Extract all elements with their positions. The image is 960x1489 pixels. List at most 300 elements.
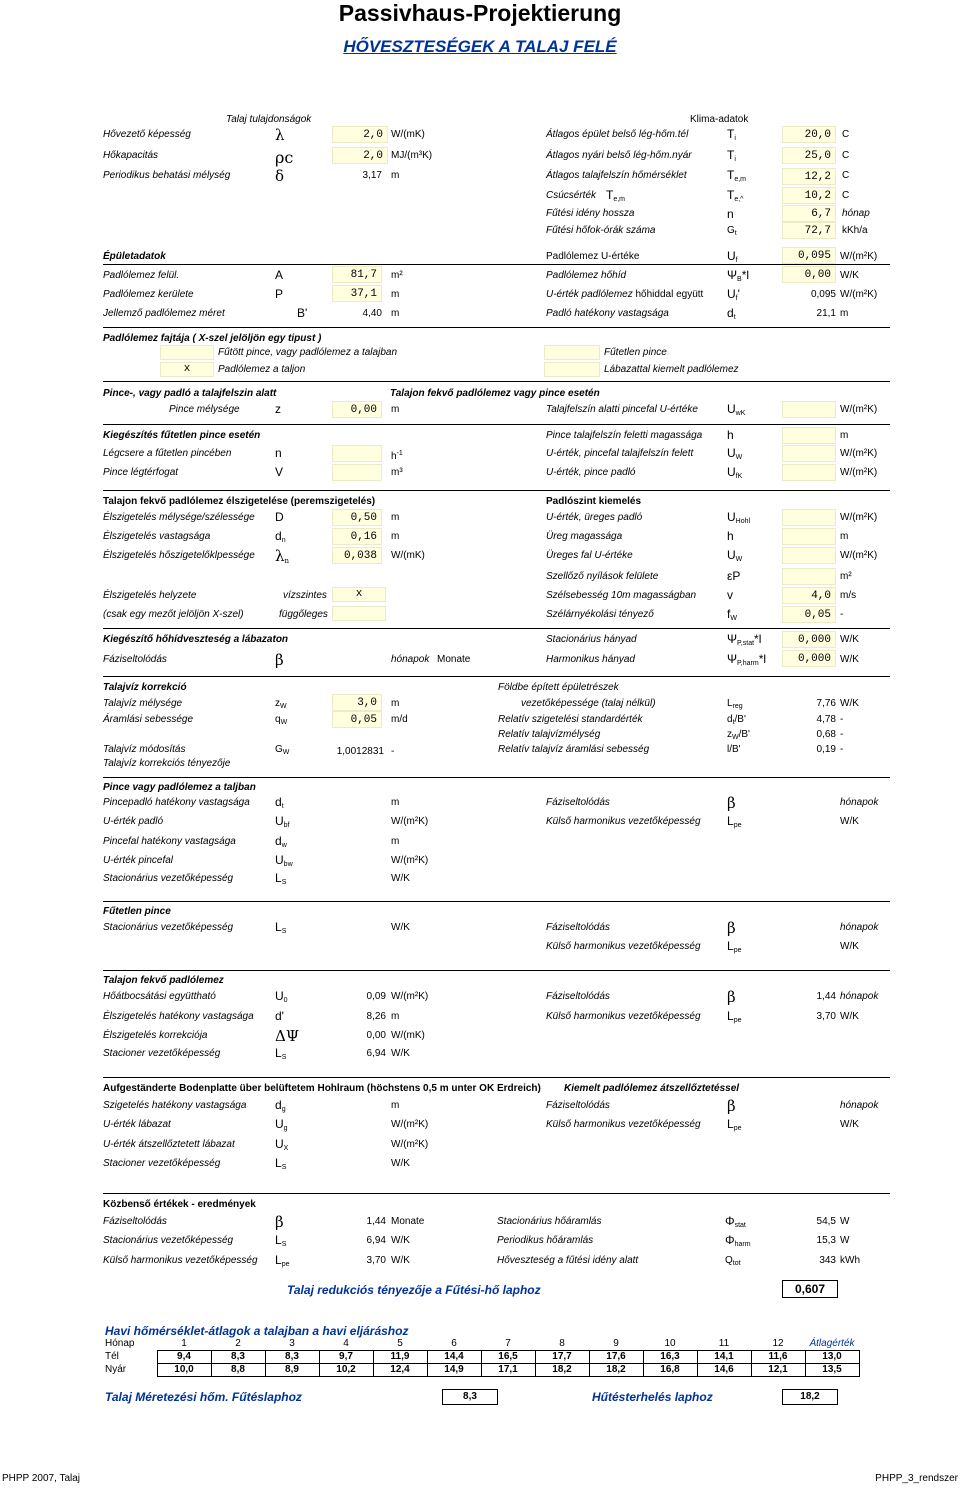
groundwater-corr-label2: Talajvíz korrekciós tényezője	[103, 758, 231, 769]
results-lpe-unit: W/K	[391, 1255, 410, 1266]
building-perimeter-input[interactable]: 37,1	[332, 285, 382, 302]
building-label-uvalue-bridge: U-érték padlólemez hőhiddal együtt	[546, 289, 704, 300]
cellar-wall-thickness-symbol: $d_w$	[275, 834, 287, 849]
basement-wall-input[interactable]	[782, 401, 836, 418]
page-title: Passivhaus-Projektierung	[338, 0, 622, 26]
edge-position-vertical-checkbox[interactable]	[332, 606, 386, 621]
results-phiharm-value: 15,3	[816, 1235, 836, 1246]
page-subtitle: HŐVESZTESÉGEK A TALAJ FELÉ	[343, 37, 617, 56]
edge-depth-symbol: D	[275, 510, 284, 524]
climate-unit-heating-period: hónap	[842, 208, 870, 219]
slab-ls-label: Stacioner vezetőképesség	[103, 1048, 221, 1059]
climate-symbol-ground-temp: $T_{e,m}$	[727, 168, 747, 183]
floortype-heated-label: Fűtött pince, vagy padlólemez a talajban	[218, 347, 397, 358]
monthly-month-5: 5	[397, 1337, 403, 1349]
slab-dprime-label: Élszigetelés hatékony vastagsága	[103, 1011, 254, 1022]
crawl-ux-symbol: $U_X$	[275, 1137, 289, 1152]
floortype-title: Padlólemez fajtája ( X-szel jelöljön egy tipust )	[103, 333, 322, 344]
unheated2-ls-unit: W/K	[391, 922, 410, 933]
climate-degree-hours-input[interactable]: 72,7	[782, 222, 836, 239]
building-title: Épületadatok	[103, 251, 166, 262]
crawl-ug-unit: W/(m²K)	[391, 1119, 429, 1130]
edge-depth-input[interactable]: 0,50	[332, 509, 382, 526]
results-phistat-unit: W	[840, 1216, 850, 1227]
monthly-winter-cell: 8,3	[211, 1350, 265, 1363]
results-phistat-symbol: $\Phi_{stat}$	[725, 1214, 746, 1229]
raised-vent-label: Szellőző nyílások felülete	[546, 571, 659, 582]
slab-lpe-value: 3,70	[816, 1011, 836, 1022]
bridge-stat-unit: W/K	[840, 634, 859, 645]
climate-heating-period-input[interactable]: 6,7	[782, 205, 836, 222]
bridge-harm-label: Harmonikus hányad	[546, 654, 635, 665]
unheated2-phase-label: Fáziseltolódás	[546, 922, 610, 933]
results-qtot-label: Hőveszteség a fűtési idény alatt	[497, 1255, 639, 1266]
soil-depth-value: 3,17	[362, 170, 382, 181]
unheated-height-label: Pince talajfelszín feletti magassága	[546, 430, 703, 441]
results-ls-value: 6,94	[366, 1235, 386, 1246]
monthly-winter-cell: 14,4	[427, 1350, 481, 1363]
building-area-input[interactable]: 81,7	[332, 266, 382, 283]
results-phiharm-symbol: $\Phi_{harm}$	[725, 1233, 751, 1248]
raised-wind-input[interactable]: 4,0	[782, 587, 836, 604]
results-factor-value: 0,607	[782, 1280, 838, 1298]
basement-title-left: Pince-, vagy padló a talajfelszin alatt	[103, 388, 277, 399]
floortype-raised-checkbox[interactable]	[544, 362, 600, 377]
groundwater-divider	[103, 676, 890, 677]
slab-u0-label: Hőátbocsátási együttható	[103, 991, 216, 1002]
edge-position-horizontal-checkbox[interactable]: x	[332, 587, 386, 602]
climate-label-indoor-summer: Átlagos nyári belső lég-hőm.nyár	[546, 150, 692, 161]
groundwater-depth-input[interactable]: 3,0	[332, 694, 382, 711]
crawl-lpe-label: Külső harmonikus vezetőképesség	[546, 1119, 701, 1130]
building-unit-perimeter: m	[391, 289, 400, 300]
results-phistat-value: 54,5	[816, 1216, 836, 1227]
groundwater-reldepth-label: Relatív talajvízmélység	[498, 729, 601, 740]
edge-thickness-symbol: $d_n$	[275, 529, 286, 544]
building-symbol-bridge: $\Psi_B*l$	[727, 268, 750, 283]
raised-height-input[interactable]	[782, 528, 836, 545]
slab-dprime-symbol: d'	[275, 1009, 284, 1023]
monthly-summer-cell: 8,8	[211, 1363, 265, 1376]
cellar-lpe-symbol: $L_{pe}$	[727, 814, 742, 829]
unheated-wall-symbol: $U_W$	[727, 446, 743, 461]
slab-dpsi-value: 0,00	[366, 1030, 386, 1041]
bridge-harm-unit: W/K	[840, 654, 859, 665]
monthly-winter-cell: 17,6	[589, 1350, 643, 1363]
basement-depth-unit: m	[391, 404, 400, 415]
slab-phase-unit: hónapok	[840, 991, 879, 1002]
groundwater-lreg-symbol: $L_{reg}$	[727, 698, 743, 710]
slab-u0-value: 0,09	[366, 991, 386, 1002]
climate-symbol-indoor-summer: $T_i$	[727, 148, 736, 163]
unheated-title: Kiegészítés fűtetlen pince esetén	[103, 430, 261, 441]
bridge-stat-label: Stacionárius hányad	[546, 634, 637, 645]
cellar-phase-unit: hónapok	[840, 797, 879, 808]
groundwater-lreg-unit: W/K	[840, 698, 859, 709]
slab-dpsi-symbol: ΔΨ	[275, 1027, 299, 1045]
crawl-title: Aufgeständerte Bodenplatte über belüftetem Hohlraum (höchstens 0,5 m unter OK Erdreich)	[103, 1083, 541, 1094]
raised-vent-symbol: εP	[727, 569, 741, 583]
groundwater-right-title: Földbe épített épületrészek	[498, 682, 619, 693]
groundwater-corr-value: 1,0012831	[336, 746, 384, 757]
edge-divider	[103, 490, 890, 491]
building-unit-bridge: W/K	[840, 270, 859, 281]
edge-position-vertical-label: függőleges	[279, 609, 328, 620]
building-symbol-thickness: $d_t$	[727, 306, 736, 321]
unheated2-title: Fűtetlen pince	[103, 906, 171, 917]
raised-hollow-u-label: U-érték, üreges padló	[546, 512, 643, 523]
floortype-slab-checkbox[interactable]: x	[160, 362, 214, 377]
slab-dprime-value: 8,26	[366, 1011, 386, 1022]
climate-label-degree-hours: Fűtési hőfok-órák száma	[546, 225, 656, 236]
building-symbol-area: A	[275, 268, 284, 282]
unheated2-lpe-unit: W/K	[840, 941, 859, 952]
basement-wall-label: Talajfelszín alatti pincefal U-értéke	[546, 404, 698, 415]
edge-conductivity-unit: W/(mK)	[391, 550, 425, 561]
monthly-winter-avg: 13,0	[805, 1350, 859, 1363]
crawl-dg-symbol: $d_g$	[275, 1098, 286, 1113]
climate-unit-degree-hours: kKh/a	[842, 225, 868, 236]
edge-position-note: (csak egy mezőt jelöljön X-szel)	[103, 609, 244, 620]
edge-conductivity-input[interactable]: 0,038	[332, 547, 382, 564]
crawl-ls-label: Stacioner vezetőképesség	[103, 1158, 221, 1169]
raised-wall-u-label: Üreges fal U-értéke	[546, 550, 633, 561]
edge-thickness-input[interactable]: 0,16	[332, 528, 382, 545]
slab-u0-symbol: $U_0$	[275, 989, 288, 1004]
climate-peak-input[interactable]: 10,2	[782, 187, 836, 204]
building-symbol-dimension: B'	[297, 306, 308, 320]
building-symbol-uvalue: $U_f$	[727, 249, 738, 264]
edge-thickness-unit: m	[391, 531, 400, 542]
bridge-divider	[103, 628, 890, 629]
climate-title: Klima-adatok	[690, 114, 749, 125]
cellar-floor-u-label: U-érték padló	[103, 816, 164, 827]
groundwater-relflow-unit: -	[840, 744, 844, 755]
results-phistat-label: Stacionárius hőáramlás	[497, 1216, 602, 1227]
bridge-harm-input[interactable]: 0,000	[782, 650, 836, 667]
climate-unit-ground-temp: C	[842, 170, 850, 181]
soil-heatcap-input[interactable]: 2,0	[332, 147, 388, 164]
monthly-design-heat-label: Talaj Méretezési hőm. Fűtéslaphoz	[105, 1390, 302, 1404]
slab-lpe-symbol: $L_{pe}$	[727, 1009, 742, 1024]
climate-extra-peak: $T_{e,m}$	[606, 188, 626, 203]
cellar-title: Pince vagy padlólemez a taljban	[103, 782, 256, 793]
cellar-floor-u-unit: W/(m²K)	[391, 816, 429, 827]
building-label-perimeter: Padlólemez kerülete	[103, 289, 194, 300]
unheated-divider	[103, 424, 890, 425]
climate-symbol-heating-period: n	[727, 207, 734, 221]
building-label-thickness: Padló hatékony vastagsága	[546, 308, 669, 319]
bridge-phase-unit: hónapok	[391, 654, 430, 665]
floortype-unheated-label: Fűtetlen pince	[604, 347, 667, 358]
climate-indoor-summer-input[interactable]: 25,0	[782, 147, 836, 164]
unheated-wall-input[interactable]	[782, 445, 836, 462]
bridge-harm-symbol: $\Psi_{P,harm}*l$	[727, 652, 767, 667]
climate-ground-temp-input[interactable]: 12,2	[782, 168, 836, 185]
unheated-floor-symbol: $U_{fK}$	[727, 465, 743, 480]
monthly-design-cool-label: Hűtésterhelés laphoz	[592, 1390, 713, 1404]
monthly-month-7: 7	[505, 1337, 511, 1349]
groundwater-flow-unit: m/d	[391, 714, 408, 725]
monthly-month-9: 9	[613, 1337, 619, 1349]
monthly-summer-cell: 14,6	[697, 1363, 751, 1376]
monthly-month-12: 12	[772, 1337, 784, 1349]
monthly-summer-cell: 8,9	[265, 1363, 319, 1376]
climate-symbol-peak: $T_{e,\^{}}$	[727, 188, 744, 203]
soil-label-conductivity: Hővezető képesség	[103, 129, 191, 140]
results-ls-symbol: $L_S$	[275, 1233, 287, 1248]
floortype-slab-label: Padlólemez a taljon	[218, 364, 306, 375]
unheated2-phase-symbol: β	[727, 919, 736, 937]
groundwater-reldepth-value: 0,68	[816, 729, 836, 740]
raised-shield-unit: -	[840, 609, 844, 620]
slab-ls-symbol: $L_S$	[275, 1046, 287, 1061]
crawl-lpe-unit: W/K	[840, 1119, 859, 1130]
cellar-divider	[103, 777, 890, 778]
groundwater-relins-value: 4,78	[816, 714, 836, 725]
monthly-table	[103, 1337, 860, 1377]
soil-unit-depth: m	[391, 170, 400, 181]
soil-label-heatcap: Hőkapacitás	[103, 150, 159, 161]
unheated-height-input[interactable]	[782, 427, 836, 444]
groundwater-relins-unit: -	[840, 714, 844, 725]
unheated-floor-label: U-érték, pince padló	[546, 467, 636, 478]
monthly-title: Havi hőmérséklet-átlagok a talajban a havi eljáráshoz	[105, 1324, 409, 1338]
monthly-month-11: 11	[718, 1337, 730, 1349]
bridge-stat-input[interactable]: 0,000	[782, 631, 836, 648]
monthly-winter-cell: 14,1	[697, 1350, 751, 1363]
building-label-uvalue: Padlólemez U-értéke	[546, 251, 640, 262]
raised-wall-u-symbol: $U_W$	[727, 548, 743, 563]
raised-shield-input[interactable]: 0,05	[782, 606, 836, 623]
slab-dprime-unit: m	[391, 1011, 400, 1022]
cellar-lpe-label: Külső harmonikus vezetőképesség	[546, 816, 701, 827]
climate-indoor-winter-input[interactable]: 20,0	[782, 126, 836, 143]
building-label-area: Padlólemez felül.	[103, 270, 180, 281]
groundwater-lreg-value: 7,76	[816, 698, 836, 709]
results-divider	[103, 1193, 890, 1194]
monthly-header-row	[103, 1337, 859, 1350]
unheated-floor-input[interactable]	[782, 464, 836, 481]
crawl-ux-label: U-érték átszellőztetett lábazat	[103, 1139, 235, 1150]
monthly-winter-cell: 16,3	[643, 1350, 697, 1363]
slab-lpe-label: Külső harmonikus vezetőképesség	[546, 1011, 701, 1022]
edge-depth-label: Élszigetelés mélysége/szélessége	[103, 512, 255, 523]
raised-shield-symbol: $f_W$	[727, 607, 737, 622]
edge-title: Talajon fekvő padlólemez élszigetelése (peremszigetelés)	[103, 496, 376, 507]
groundwater-depth-symbol: $z_W$	[275, 698, 287, 710]
cellar-wall-thickness-unit: m	[391, 836, 400, 847]
climate-label-heating-period: Fűtési idény hossza	[546, 208, 635, 219]
monthly-summer-cell: 18,2	[589, 1363, 643, 1376]
slab-dpsi-label: Élszigetelés korrekciója	[103, 1030, 208, 1041]
building-unit-dimension: m	[391, 308, 400, 319]
crawl-divider	[103, 1077, 890, 1078]
raised-height-unit: m	[840, 531, 849, 542]
slab-phase-symbol: β	[727, 988, 736, 1006]
building-label-dimension: Jellemző padlólemez méret	[103, 308, 225, 319]
monthly-summer-avg: 13,5	[805, 1363, 859, 1376]
results-title: Közbenső értékek - eredmények	[103, 1199, 256, 1210]
climate-unit-peak: C	[842, 190, 850, 201]
climate-symbol-degree-hours: $G_t$	[727, 225, 737, 237]
crawl-phase-symbol: β	[727, 1097, 736, 1115]
bridge-title: Kiegészítő hőhídveszteség a lábazaton	[103, 634, 289, 645]
climate-unit-indoor-summer: C	[842, 150, 850, 161]
groundwater-corr-symbol: $G_W$	[275, 744, 290, 756]
crawl-title-right: Kiemelt padlólemez átszellőztetéssel	[564, 1083, 740, 1094]
floortype-unheated-checkbox[interactable]	[544, 345, 600, 360]
floortype-heated-checkbox[interactable]	[160, 345, 214, 360]
crawl-phase-unit: hónapok	[840, 1100, 879, 1111]
bridge-phase-label: Fáziseltolódás	[103, 654, 167, 665]
groundwater-flow-symbol: $q_W$	[275, 714, 288, 726]
basement-depth-label: Pince mélysége	[169, 404, 240, 415]
cellar-floor-thickness-label: Pincepadló hatékony vastagsága	[103, 797, 250, 808]
monthly-summer-cell: 12,4	[373, 1363, 427, 1376]
results-ls-label: Stacionárius vezetőképesség	[103, 1235, 234, 1246]
soil-unit-heatcap: MJ/(m³K)	[391, 150, 433, 161]
slab-phase-value: 1,44	[816, 991, 836, 1002]
building-dimension-value: 4,40	[362, 308, 382, 319]
edge-thickness-label: Élszigetelés vastagsága	[103, 531, 211, 542]
results-factor-label: Talaj redukciós tényezője a Fűtési-hő laphoz	[287, 1283, 541, 1297]
monthly-month-1: 1	[181, 1337, 187, 1349]
monthly-summer-cell: 18,2	[535, 1363, 589, 1376]
unheated2-divider	[103, 901, 890, 902]
building-unit-area: m²	[391, 270, 403, 281]
raised-height-symbol: h	[727, 529, 734, 543]
floortype-divider	[103, 327, 890, 328]
results-phase-label: Fáziseltolódás	[103, 1216, 167, 1227]
monthly-summer-row	[103, 1363, 859, 1376]
crawl-ux-unit: W/(m²K)	[391, 1139, 429, 1150]
building-uvalue-bridge-value: 0,095	[810, 289, 836, 300]
bridge-stat-symbol: $\Psi_{P,stat}*l$	[727, 632, 762, 647]
monthly-month-2: 2	[235, 1337, 241, 1349]
building-label-bridge: Padlólemez hőhíd	[546, 270, 627, 281]
cellar-ls-symbol: $L_S$	[275, 871, 287, 886]
monthly-winter-cell: 9,4	[157, 1350, 211, 1363]
edge-position-label: Élszigetelés helyzete	[103, 590, 197, 601]
building-bridge-input[interactable]: 0,00	[782, 266, 836, 283]
raised-vent-input[interactable]	[782, 568, 836, 585]
raised-wind-symbol: v	[727, 588, 733, 602]
unheated-floor-unit: W/(m²K)	[840, 467, 878, 478]
monthly-month-6: 6	[451, 1337, 457, 1349]
monthly-winter-cell: 8,3	[265, 1350, 319, 1363]
cellar-wall-u-unit: W/(m²K)	[391, 855, 429, 866]
crawl-phase-label: Fáziseltolódás	[546, 1100, 610, 1111]
building-thickness-value: 21,1	[816, 308, 836, 319]
cellar-floor-thickness-symbol: $d_t$	[275, 795, 284, 810]
monthly-month-8: 8	[559, 1337, 565, 1349]
crawl-ls-symbol: $L_S$	[275, 1156, 287, 1171]
monthly-design-cool-value: 18,2	[782, 1389, 838, 1405]
monthly-month-label: Hónap	[105, 1338, 135, 1349]
monthly-winter-row	[103, 1350, 859, 1363]
slab-divider	[103, 970, 890, 971]
cellar-ls-unit: W/K	[391, 873, 410, 884]
soil-conductivity-input[interactable]: 2,0	[332, 126, 388, 143]
unheated-height-symbol: h	[727, 428, 734, 442]
monthly-month-4: 4	[343, 1337, 349, 1349]
raised-shield-label: Szélárnyékolási tényező	[546, 609, 654, 620]
groundwater-flow-input[interactable]: 0,05	[332, 711, 382, 728]
results-lpe-label: Külső harmonikus vezetőképesség	[103, 1255, 258, 1266]
climate-label-indoor-winter: Átlagos épület belső lég-hőm.tél	[546, 129, 689, 140]
groundwater-corr-label: Talajvíz módosítás	[103, 744, 186, 755]
bridge-phase-symbol: β	[275, 651, 284, 669]
unheated-ach-input[interactable]	[332, 445, 382, 462]
building-divider	[103, 264, 890, 265]
monthly-month-10: 10	[664, 1337, 676, 1349]
groundwater-flow-label: Áramlási sebessége	[103, 714, 194, 725]
monthly-summer-cell: 10,0	[157, 1363, 211, 1376]
monthly-summer-cell: 16,8	[643, 1363, 697, 1376]
slab-phase-label: Fáziseltolódás	[546, 991, 610, 1002]
groundwater-relflow-value: 0,19	[816, 744, 836, 755]
raised-height-label: Üreg magassága	[546, 531, 623, 542]
building-unit-thickness: m	[840, 308, 849, 319]
results-lpe-value: 3,70	[366, 1255, 386, 1266]
groundwater-depth-label: Talajvíz mélysége	[103, 698, 183, 709]
edge-depth-unit: m	[391, 512, 400, 523]
climate-label-ground-temp: Átlagos talajfelszín hőmérséklet	[546, 170, 687, 181]
results-qtot-unit: kWh	[840, 1255, 860, 1266]
building-uvalue-input[interactable]: 0,095	[782, 247, 836, 264]
raised-wall-u-input[interactable]	[782, 547, 836, 564]
slab-lpe-unit: W/K	[840, 1011, 859, 1022]
raised-hollow-u-input[interactable]	[782, 509, 836, 526]
edge-conductivity-symbol: $\lambda_n$	[275, 547, 290, 565]
slab-ls-unit: W/K	[391, 1048, 410, 1059]
unheated2-ls-symbol: $L_S$	[275, 920, 287, 935]
building-unit-uvalue: W/(m²K)	[840, 251, 878, 262]
soil-symbol-depth: δ	[275, 167, 285, 185]
monthly-summer-cell: 17,1	[481, 1363, 535, 1376]
unheated-volume-unit: m³	[391, 467, 403, 478]
basement-depth-input[interactable]: 0,00	[332, 401, 382, 418]
results-phase-symbol: β	[275, 1213, 284, 1231]
monthly-winter-cell: 16,5	[481, 1350, 535, 1363]
monthly-winter-cell: 11,9	[373, 1350, 427, 1363]
groundwater-relflow-symbol: l/B'	[727, 744, 741, 755]
basement-depth-symbol: z	[275, 402, 281, 416]
monthly-winter-label: Tél	[105, 1351, 119, 1362]
groundwater-title: Talajvíz korrekció	[103, 682, 187, 693]
unheated-height-unit: m	[840, 430, 849, 441]
monthly-month-3: 3	[289, 1337, 295, 1349]
monthly-summer-label: Nyár	[105, 1364, 127, 1375]
groundwater-corr-unit: -	[391, 746, 395, 757]
unheated2-phase-unit: hónapok	[840, 922, 879, 933]
unheated-volume-input[interactable]	[332, 464, 382, 481]
building-unit-uvalue-bridge: W/(m²K)	[840, 289, 878, 300]
edge-conductivity-label: Élszigetelés hőszigetelőklpessége	[103, 550, 255, 561]
monthly-summer-cell: 10,2	[319, 1363, 373, 1376]
results-ls-unit: W/K	[391, 1235, 410, 1246]
monthly-design-heat-value: 8,3	[442, 1389, 498, 1405]
groundwater-reldepth-unit: -	[840, 729, 844, 740]
cellar-wall-thickness-label: Pincefal hatékony vastagsága	[103, 836, 236, 847]
soil-symbol-conductivity: λ	[275, 126, 285, 144]
slab-ls-value: 6,94	[366, 1048, 386, 1059]
crawl-ls-unit: W/K	[391, 1158, 410, 1169]
results-phiharm-unit: W	[840, 1235, 850, 1246]
building-symbol-perimeter: P	[275, 287, 284, 301]
floortype-raised-label: Lábazattal kiemelt padlólemez	[604, 364, 739, 375]
